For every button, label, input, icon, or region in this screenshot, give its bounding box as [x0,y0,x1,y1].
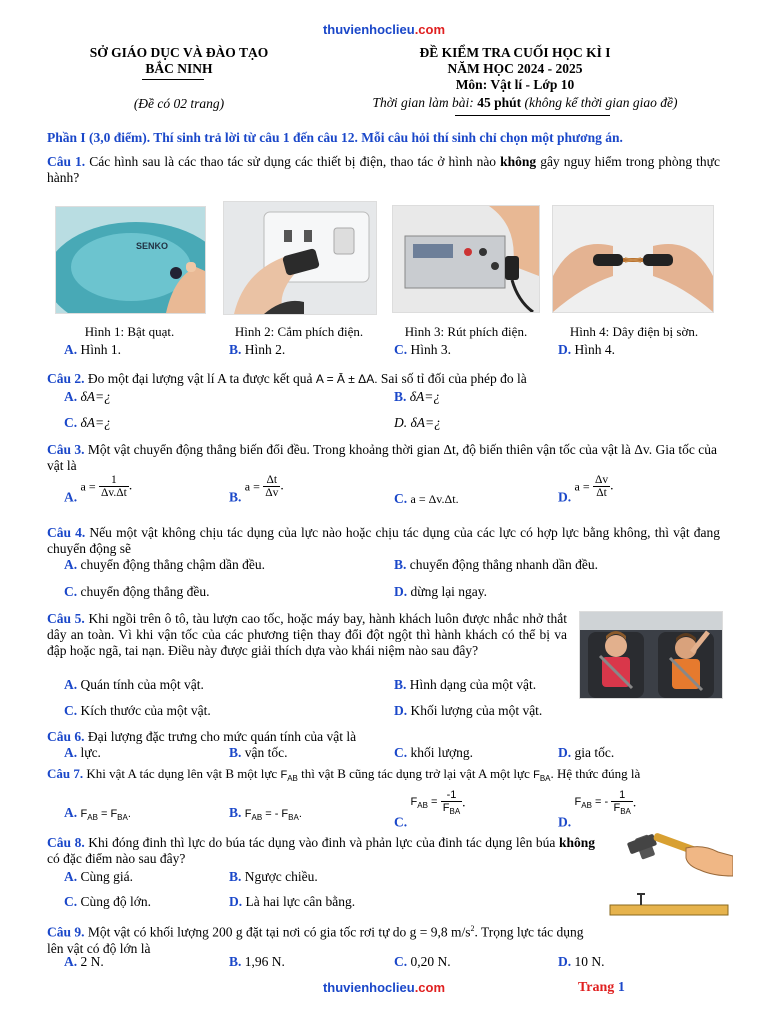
option-key: D. [394,703,408,718]
q7-option-b[interactable] [229,805,302,826]
q1-text-a: Các hình sau là các thao tác sử dụng các thiết bị điện, thao tác ở hình nào [85,154,501,169]
option-text: δA=¿ [80,389,111,404]
q3-option-b[interactable]: B. a = $\frac{\Delta t}{\Delta v}$ . [229,474,284,505]
q4-text: Nếu một vật không chịu tác dụng của lực nào hoặc chịu tác dụng của các lực có hợp lực bằng không, thì vật đang chuyển động sẽ [47,525,720,556]
option-key: D. [394,415,408,430]
site-header[interactable] [0,22,768,37]
pages-note: (Đề có 02 trang) [133,96,225,111]
formula-sub: BA [117,813,128,823]
q1-text-b: gây nguy hiểm trong phòng thực hành? [47,154,720,185]
formula-mid: = - [591,795,609,808]
q1-option-d[interactable] [558,342,615,358]
q5-option-a[interactable] [64,677,204,693]
fraction-denominator [611,802,632,818]
force-subscript: BA [539,774,551,784]
option-text: Khối lượng của một vật. [410,703,543,718]
q9-option-a[interactable] [64,954,104,970]
q2-stem [47,371,720,387]
option-text: Cùng giá. [80,869,133,884]
option-text: Cùng độ lớn. [80,894,152,909]
q1-option-b[interactable] [229,342,285,358]
exam-year: NĂM HỌC 2024 - 2025 [447,61,583,76]
option-key: B. [229,805,242,820]
frayed-wire-illustration [553,206,713,312]
q3-option-c[interactable] [394,491,459,507]
option-key: D. [394,584,408,599]
option-text: Hình 4. [574,342,615,357]
option-key: A. [64,805,78,820]
q6-option-b[interactable] [229,745,288,761]
option-text: chuyển động thẳng chậm dần đều. [80,557,265,572]
q2-option-a[interactable] [64,389,111,405]
q1-image-plug-out [392,205,540,313]
q2-text-after: Sai số tỉ đối của phép đo là [377,371,527,386]
q9-option-b[interactable] [229,954,285,970]
q6-option-a[interactable] [64,745,101,761]
fraction-numerator: 1 [99,474,129,487]
q4-option-b[interactable] [394,557,598,573]
option-key: C. [394,954,408,969]
q9-sup: 2 [470,924,475,933]
q6-option-c[interactable] [394,745,473,761]
formula-fraction [441,789,462,818]
option-key: A. [64,869,78,884]
fraction-denominator [441,802,462,818]
formula-end: . [298,808,302,820]
formula-sub: AB [581,800,592,810]
q3-label: Câu 3. [47,442,85,457]
plug-in-illustration [224,202,376,314]
q5-image-seatbelt [579,611,723,699]
option-text: vận tốc. [244,745,288,760]
option-key: A. [64,342,78,357]
option-key: D. [558,745,572,760]
fan-brand: SENKO [136,241,169,251]
time-underline [455,115,610,116]
q9-option-c[interactable] [394,954,451,970]
q4-stem [47,525,720,557]
q7-option-d[interactable] [558,789,636,831]
q7-f2 [533,769,551,784]
org-block [70,45,288,77]
q3-text: Một vật chuyển động thẳng biến đổi đều. Trong khoảng thời gian Δt, độ biến thiên vận tốc của vật là Δv. Gia tốc của vật là [47,442,718,473]
den-sub: BA [449,807,461,817]
formula-sub: AB [417,800,428,810]
option-text: 2 N. [80,954,104,969]
q9-label: Câu 9. [47,924,85,940]
formula-mid: = F [97,808,118,820]
q2-label: Câu 2. [47,371,85,386]
q9-option-d[interactable] [558,954,605,970]
q2-option-c[interactable] [64,415,111,431]
den-sub: BA [620,807,631,817]
option-key: D. [558,954,572,969]
fan-illustration [56,207,205,313]
option-key: B. [229,869,242,884]
q8-text-b: có đặc điểm nào sau đây? [47,851,186,866]
q8-stem [47,835,595,867]
option-text: dừng lại ngay. [410,584,488,599]
seatbelt-illustration [580,612,722,698]
q1-option-c[interactable] [394,342,451,358]
site-name: thuvienhoclieu [322,22,415,37]
option-text: 10 N. [574,954,605,969]
q1-image-plug-in [223,201,377,315]
formula-f: F [244,808,252,820]
fraction-numerator: Δv [594,474,609,486]
q5-text: Khi ngồi trên ô tô, tàu lượn cao tốc, hoặc máy bay, hành khách luôn được nhắc nhở thắt dây an toàn. Vì khi vận tốc của các phương tiện thay đổi đột ngột thì hành khách có thể bị va đập hoặc ngã, tai nạn. Điều này được giải thích dựa vào khái niệm nào sau đây? [47,611,567,658]
option-text: Hình 3. [410,342,451,357]
option-text: 1,96 N. [244,954,285,969]
option-key: B. [229,745,242,760]
q8-text-bold: không [558,835,595,850]
time-prefix: Thời gian làm bài: [372,95,478,110]
option-text: chuyển động thẳng nhanh dần đều. [409,557,598,572]
option-key: C. [64,584,78,599]
org-line2: BẮC NINH [145,61,213,76]
q7-stem [47,766,720,787]
q6-text: Đại lượng đặc trưng cho mức quán tính của vật là [84,729,357,744]
org-underline [142,79,204,80]
formula-f: F [410,795,418,808]
page-number [578,980,625,996]
q5-option-c[interactable] [64,703,211,719]
time-value: 45 phút [477,95,522,110]
formula-sub: AB [251,813,263,823]
force-symbol: F [280,769,288,781]
site-footer[interactable] [0,980,768,995]
q8-option-b[interactable] [229,869,318,885]
option-text: Kích thước của một vật. [80,703,211,718]
option-key: B. [229,954,242,969]
footer-site-name: thuvienhoclieu [322,980,415,995]
exam-time [330,95,720,111]
formula-end: . [462,794,466,810]
q8-text-a: Khi đóng đinh thì lực do búa tác dụng vào đinh và phản lực của đinh tác dụng lên búa [84,835,559,850]
q7-f1 [280,769,298,784]
option-key: C. [394,342,408,357]
formula-mid: = - F [262,808,289,820]
formula [80,808,131,823]
q1-image-frayed-wire [552,205,714,313]
formula-end: . [632,794,637,810]
force-symbol: F [533,769,540,781]
option-key: A. [64,954,78,969]
q3-option-a[interactable]: A. a = $\frac{1}{\Delta v.\Delta t}$ . [64,474,133,505]
footer-site-suffix: .com [414,980,446,995]
option-text: 0,20 N. [410,954,451,969]
option-text: khối lượng. [410,745,473,760]
q5-label: Câu 5. [47,611,85,626]
force-subscript: AB [287,774,298,784]
option-key: B. [394,557,407,572]
option-key: A. [64,389,78,404]
q4-option-d[interactable] [394,584,487,600]
formula-lhs: a = [574,479,590,494]
part1-title: Phần I (3,0 điểm). Thí sinh trả lời từ câu 1 đến câu 12. Mỗi câu hỏi thí sinh chỉ chọn một phương án. [47,130,623,145]
option-key: C. [64,415,78,430]
formula-f: F [574,795,582,808]
option-text: Hình 2. [244,342,286,357]
q8-option-c[interactable] [64,894,151,910]
q8-option-a[interactable] [64,869,133,885]
caption-3: Hình 3: Rút phích điện. [404,324,528,339]
q1-label: Câu 1. [47,154,86,169]
q9-text-a: Một vật có khối lượng 200 g đặt tại nơi có gia tốc rơi tự do g = 9,8 m/s [84,924,471,940]
option-text: chuyển động thẳng đều. [80,584,210,599]
q4-label: Câu 4. [47,525,86,540]
q7-option-c[interactable] [394,789,466,831]
option-text: lực. [80,745,101,760]
time-suffix: (không kể thời gian giao đề) [521,95,678,110]
q7-label: Câu 7. [47,766,84,781]
option-key: B. [229,489,242,505]
fraction-denominator: Δv.Δt [100,487,127,499]
formula-mid: = [427,795,438,808]
q1-option-a[interactable] [64,342,121,358]
q1-text-bold: không [500,154,537,169]
site-suffix: .com [414,22,446,37]
q3-stem [47,442,720,474]
q4-option-c[interactable] [64,584,209,600]
exam-title: ĐỀ KIỂM TRA CUỐI HỌC KÌ I [419,45,611,60]
q9-stem [47,921,595,957]
q2-option-d[interactable] [394,415,441,431]
formula-lhs: a = [244,479,260,494]
caption-2: Hình 2: Cắm phích điện. [234,324,364,339]
fraction-denominator: Δv [265,487,279,499]
formula-sub: AB [87,813,98,823]
q7-text-a: Khi vật A tác dụng lên vật B một lực [83,766,281,781]
q2-text: Đo một đại lượng vật lí A ta được kết quả [84,371,316,386]
plug-out-illustration [393,206,539,312]
option-key: D. [558,814,572,830]
page-num: 1 [617,980,625,995]
option-key: A. [64,557,78,572]
formula-f: F [80,808,88,820]
q8-image-hammer [608,830,733,918]
formula-lhs: a = [80,479,96,494]
fraction-denominator: Δt [596,487,607,499]
hammer-illustration [608,830,733,918]
formula [575,796,609,808]
q2-formula: A = Ā ± ΔA. [315,372,378,386]
formula-sub: BA [288,813,299,823]
formula-fraction [99,474,129,499]
org-line1: SỞ GIÁO DỤC VÀ ĐÀO TẠO [89,45,269,60]
formula [411,796,438,808]
fraction-numerator: 1 [611,789,632,802]
q4-option-a[interactable] [64,557,265,573]
formula [244,808,302,823]
q6-option-d[interactable] [558,745,614,761]
option-text: δA=¿ [409,389,441,404]
option-key: D. [229,894,243,909]
formula-end: . [127,808,131,820]
den-f: F [613,802,621,814]
q6-label: Câu 6. [47,729,85,744]
option-key: A. [64,677,78,692]
q8-option-d[interactable] [229,894,355,910]
formula-fraction [593,474,610,499]
q5-stem [47,611,567,659]
q2-option-b[interactable] [394,389,440,405]
caption-1: Hình 1: Bật quạt. [84,324,175,339]
option-key: D. [558,489,572,505]
formula-fraction [611,789,632,818]
option-text: Ngược chiều. [244,869,318,884]
option-key: A. [64,489,78,505]
option-key: C. [64,894,78,909]
exam-block [360,45,670,93]
den-f: F [442,802,450,814]
q8-label: Câu 8. [47,835,85,850]
option-key: B. [229,342,242,357]
q1-image-fan [55,206,206,314]
option-text: δA=¿ [410,415,441,430]
option-text: Hình 1. [80,342,121,357]
fraction-numerator: -1 [441,789,462,802]
option-key: B. [394,677,407,692]
option-text: gia tốc. [574,745,615,760]
page-label: Trang [578,980,618,995]
option-key: B. [394,389,407,404]
q7-text-c: . Hệ thức đúng là [550,766,641,781]
option-text: Là hai lực cân bằng. [245,894,356,909]
q5-option-d[interactable] [394,703,542,719]
option-text: δA=¿ [80,415,111,430]
q3-option-d[interactable]: D. a = $\frac{\Delta v}{\Delta t}$ . [558,474,614,505]
option-key: C. [394,491,408,506]
q7-option-a[interactable] [64,805,131,826]
option-text: Quán tính của một vật. [80,677,204,692]
exam-subject: Môn: Vật lí - Lớp 10 [455,77,575,92]
option-key: C. [394,745,408,760]
q1-stem [47,154,720,186]
option-text: Hình dạng của một vật. [409,677,537,692]
q5-option-b[interactable] [394,677,536,693]
caption-4: Hình 4: Dây điện bị sờn. [569,324,699,339]
option-key: C. [394,814,408,830]
q7-text-b: thì vật B cũng tác dụng trở lại vật A một lực [297,766,534,781]
formula-fraction [263,474,280,499]
q6-stem [47,729,720,745]
option-key: A. [64,745,78,760]
option-key: C. [64,703,78,718]
q9-text-b: . Trọng lực tác dụng lên vật có độ lớn là [47,924,584,956]
fraction-numerator: Δt [263,474,280,487]
option-key: D. [558,342,572,357]
formula-text: a = Δv.Δt. [410,492,459,506]
